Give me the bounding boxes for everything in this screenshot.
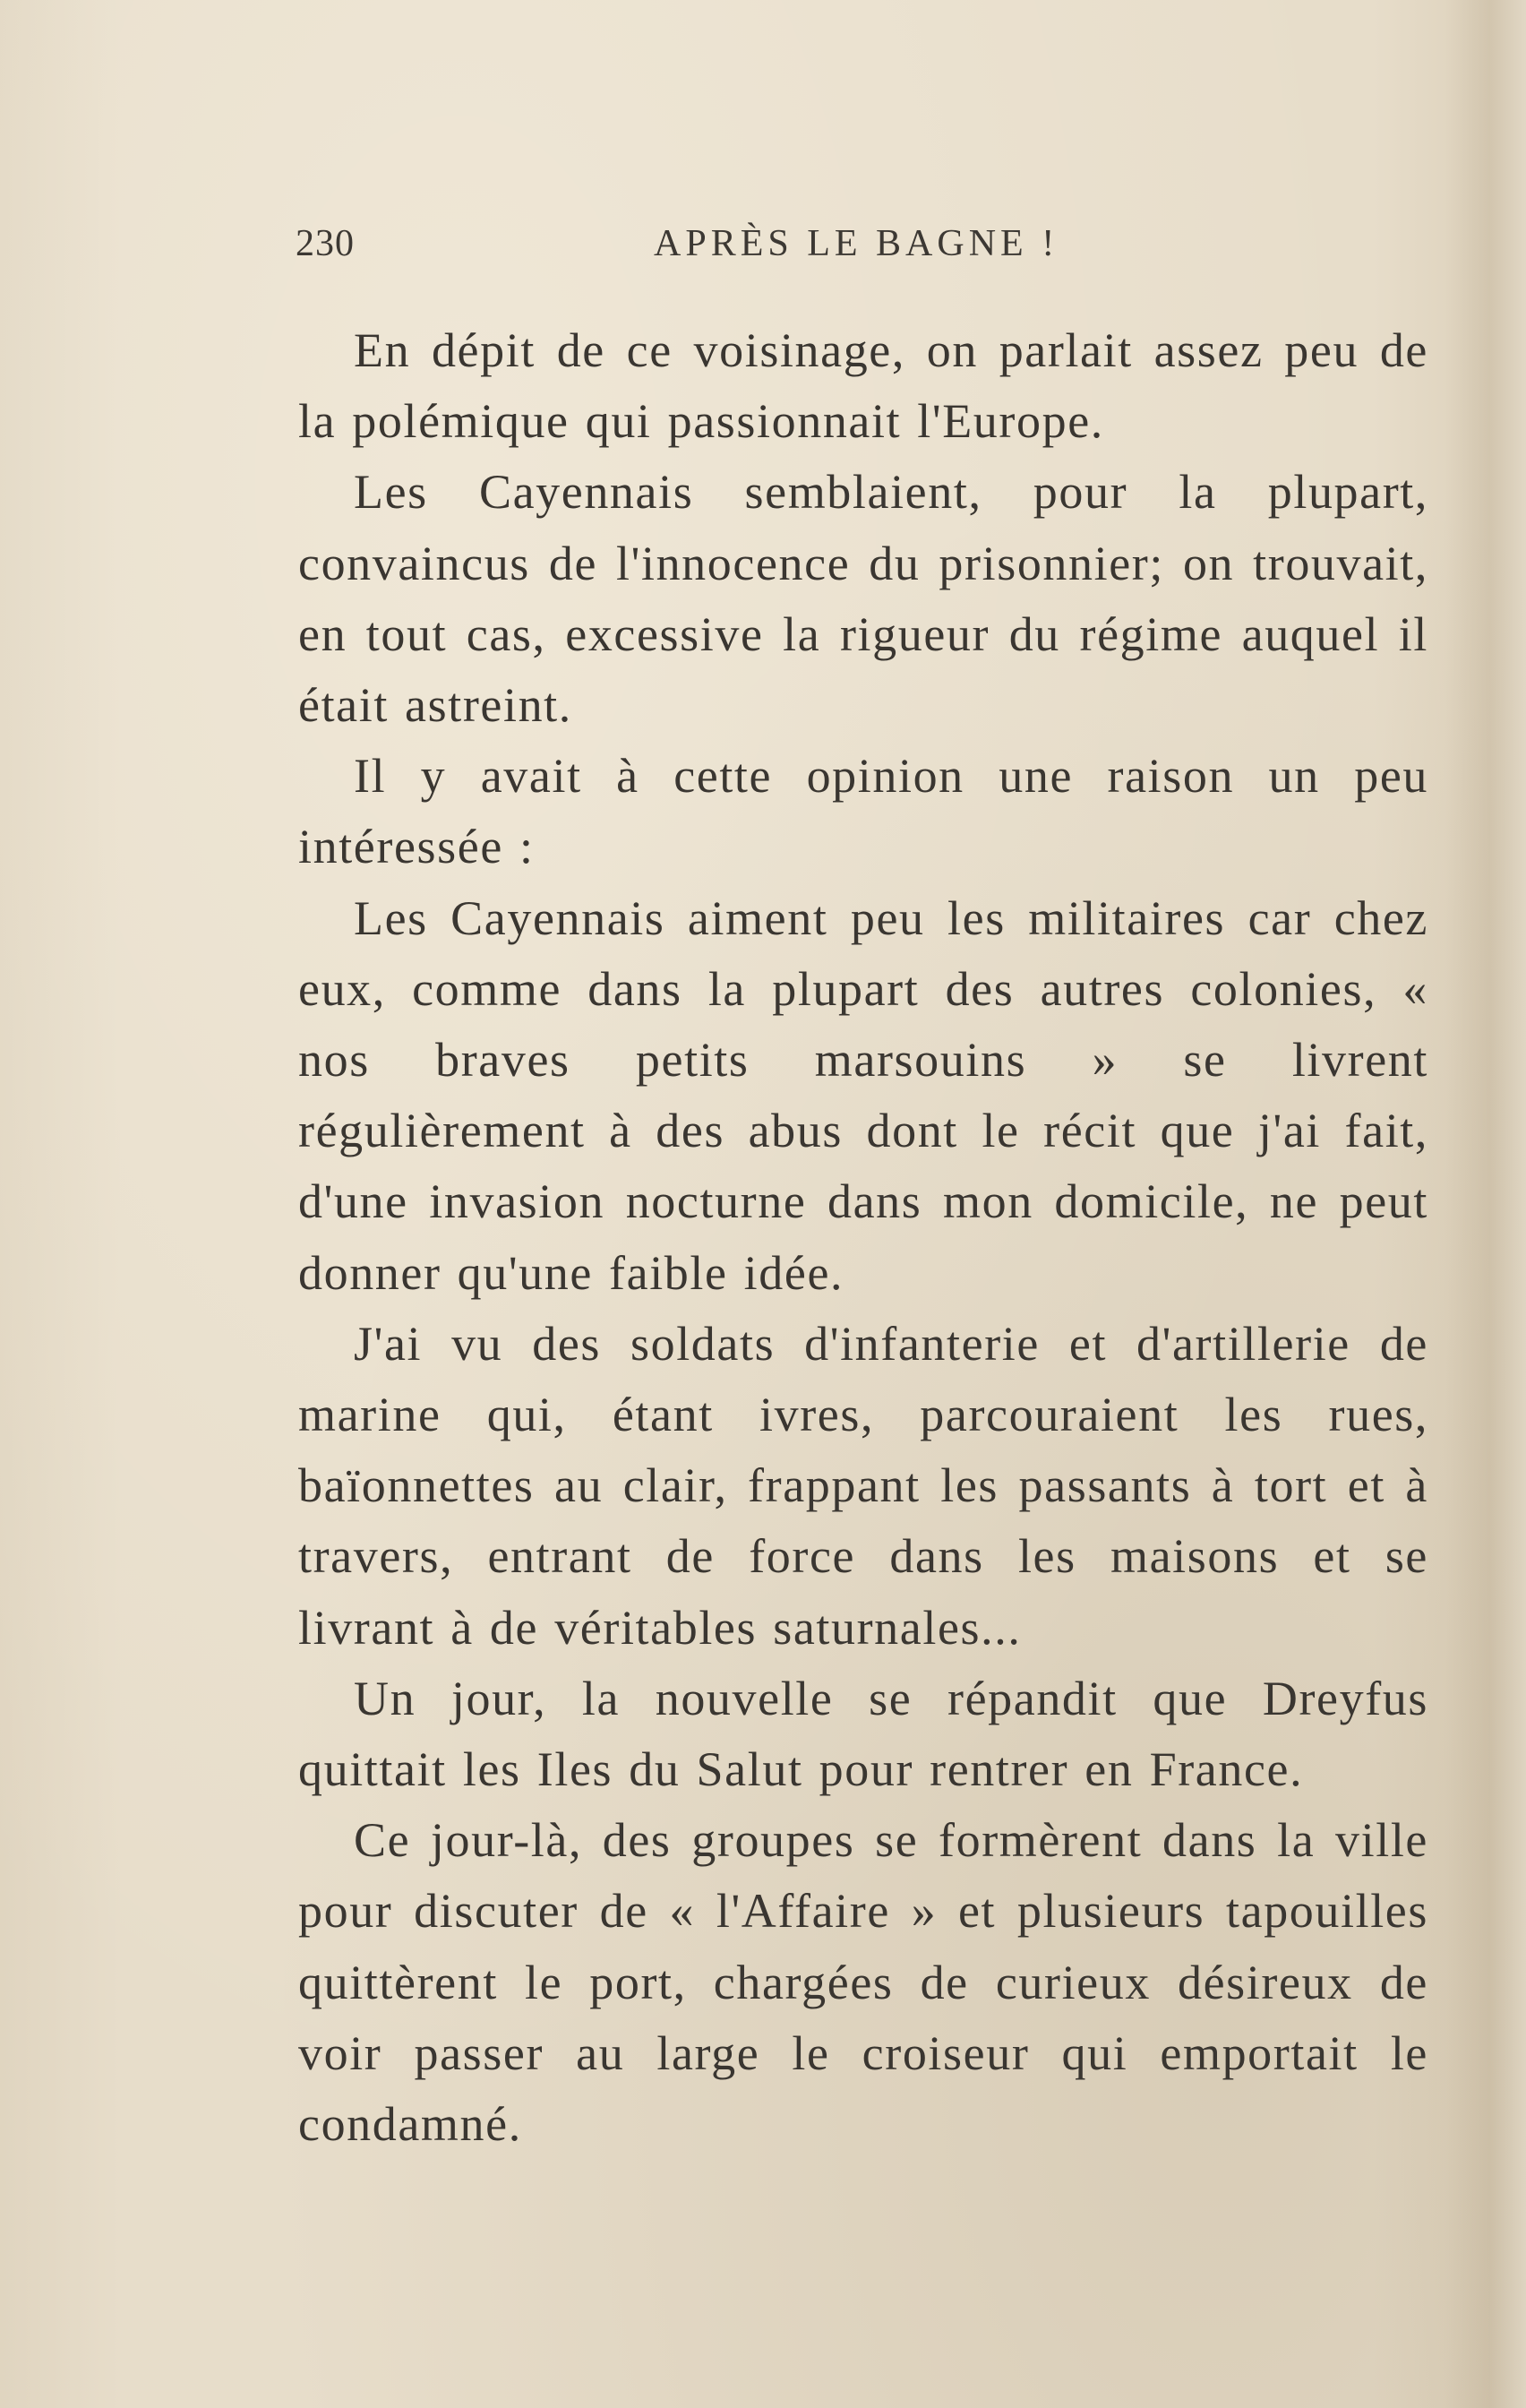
page-number: 230 [296, 223, 355, 264]
paragraph: Ce jour-là, des groupes se formèrent dans la ville pour discuter de « l'Affaire » et plusieurs tapouilles quittèrent le port, chargées de curieux désireux de voir passer au large le croiseur qui emportait le condamné. [298, 1813, 1428, 2152]
body-text [298, 315, 1428, 2160]
paragraph: Les Cayennais aiment peu les militaires car chez eux, comme dans la plupart des autres colonies, « nos braves petits marsouins » se livrent régulièrement à des abus dont le récit que j'ai fait, d'une invasion nocturne dans mon domicile, ne peut donner qu'une faible idée. [298, 890, 1428, 1300]
paragraph: Les Cayennais semblaient, pour la plupart, convaincus de l'innocence du prisonnier; on trouvait, en tout cas, excessive la rigueur du régime auquel il était astreint. [298, 465, 1428, 733]
paragraph: Un jour, la nouvelle se répandit que Dreyfus quittait les Iles du Salut pour rentrer en France. [298, 1671, 1428, 1797]
running-header [296, 222, 1451, 276]
paragraph: En dépit de ce voisinage, on parlait assez peu de la polémique qui passionnait l'Europe. [298, 323, 1428, 449]
paragraph: Il y avait à cette opinion une raison un peu intéressée : [298, 749, 1428, 874]
running-title: APRÈS LE BAGNE ! [654, 223, 1059, 264]
paragraph: J'ai vu des soldats d'infanterie et d'artillerie de marine qui, étant ivres, parcouraient les rues, baïonnettes au clair, frappant les passants à tort et à travers, entrant de force dans les maisons et se livrant à de véritables saturnales... [298, 1316, 1428, 1655]
page-edge-shadow [1445, 0, 1526, 2408]
